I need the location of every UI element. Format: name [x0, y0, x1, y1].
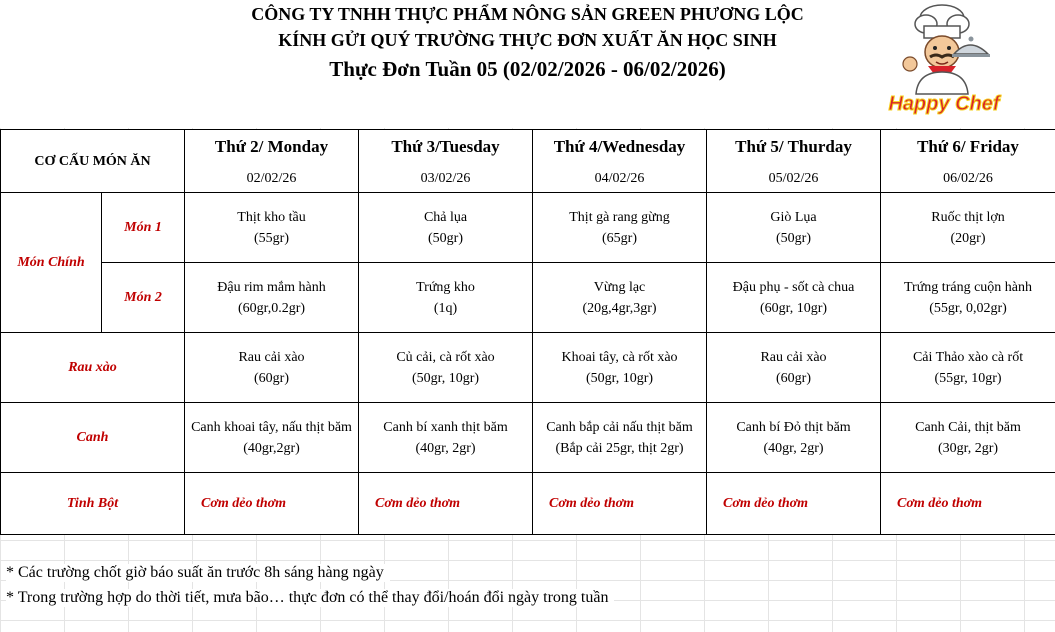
table-row [1, 263, 1055, 333]
dish-amount: (50gr) [428, 230, 464, 246]
dish-name: Khoai tây, cà rốt xào [561, 349, 678, 365]
dish-amount: (60gr) [254, 370, 290, 386]
day-name: Thứ 2/ Monday [214, 137, 329, 156]
table-row [1, 403, 1055, 473]
dish-name: Canh bắp cải nấu thịt băm [546, 419, 693, 435]
menu-cell [533, 263, 707, 333]
dish-name: Đậu rim mắm hành [217, 279, 326, 295]
day-date: 02/02/26 [246, 171, 297, 186]
dish-name: Vừng lạc [593, 279, 646, 295]
day-name: Thứ 4/Wednesday [553, 137, 686, 156]
day-date: 04/02/26 [594, 171, 645, 186]
table-row [1, 473, 1055, 535]
day-header-friday [881, 130, 1055, 193]
menu-cell [185, 333, 359, 403]
dish-amount: (40gr, 2gr) [415, 440, 476, 456]
day-header-thursday [707, 130, 881, 193]
week-title: Thực Đơn Tuần 05 (02/02/2026 - 06/02/2026) [329, 57, 726, 81]
menu-cell [707, 333, 881, 403]
dish-name: Giò Lụa [770, 209, 817, 225]
menu-cell [359, 263, 533, 333]
day-date: 03/02/26 [420, 171, 471, 186]
dish-amount: (20gr) [950, 230, 986, 246]
day-name: Thứ 3/Tuesday [391, 137, 500, 156]
day-header-monday [185, 130, 359, 193]
dish-name: Trứng kho [416, 279, 475, 295]
dish-amount: (40gr,2gr) [243, 440, 300, 456]
dish-name: Đậu phụ - sốt cà chua [732, 279, 855, 295]
row-label: Tinh Bột [1, 473, 185, 535]
dish-name: Rau cải xào [760, 349, 827, 365]
menu-cell [359, 403, 533, 473]
menu-cell [707, 193, 881, 263]
rice-cell: Cơm dẻo thơm [533, 473, 707, 535]
menu-cell [185, 193, 359, 263]
dish-amount: (65gr) [602, 230, 638, 246]
day-name: Thứ 6/ Friday [917, 137, 1019, 156]
dish-amount: (Bắp cải 25gr, thịt 2gr) [555, 440, 684, 456]
day-date: 05/02/26 [768, 171, 819, 186]
dish-name: Canh khoai tây, nấu thịt băm [191, 419, 352, 435]
menu-table [0, 129, 1055, 535]
dish-amount: (40gr, 2gr) [763, 440, 824, 456]
rice-cell: Cơm dẻo thơm [185, 473, 359, 535]
dish-amount: (20g,4gr,3gr) [582, 300, 657, 316]
dish-amount: (30gr, 2gr) [937, 440, 999, 456]
row-label: Rau xào [1, 333, 185, 403]
dish-amount: (50gr) [776, 230, 812, 246]
menu-cell [185, 403, 359, 473]
menu-cell [881, 333, 1055, 403]
rice-cell: Cơm dẻo thơm [881, 473, 1055, 535]
happy-chef-logo [884, 2, 1004, 120]
main-dish-label: Món Chính [1, 193, 102, 333]
dish-name: Thịt kho tầu [237, 209, 306, 225]
dish-name: Canh bí Đỏ thịt băm [736, 419, 851, 435]
structure-header: CƠ CẤU MÓN ĂN [1, 130, 185, 193]
day-header-row [1, 130, 1055, 193]
document-subtitle: KÍNH GỬI QUÝ TRƯỜNG THỰC ĐƠN XUẤT ĂN HỌC SINH [278, 30, 777, 50]
day-header-tuesday [359, 130, 533, 193]
dish-amount: (60gr, 10gr) [759, 300, 828, 316]
dish-name: Ruốc thịt lợn [931, 209, 1005, 225]
table-row [1, 333, 1055, 403]
rice-cell: Cơm dẻo thơm [359, 473, 533, 535]
dish-amount: (55gr, 0,02gr) [929, 300, 1007, 316]
note-cutoff-time: * Các trường chốt giờ báo suất ăn trước 8h sáng hàng ngày [6, 564, 390, 582]
logo-text: Happy Chef [888, 93, 1000, 115]
rice-cell: Cơm dẻo thơm [707, 473, 881, 535]
dish-name: Củ cải, cà rốt xào [396, 349, 495, 365]
menu-cell [881, 403, 1055, 473]
company-name: CÔNG TY TNHH THỰC PHẨM NÔNG SẢN GREEN PHƯƠNG LỘC [251, 4, 804, 24]
row-label: Món 1 [102, 193, 185, 263]
note-menu-change: * Trong trường hợp do thời tiết, mưa bão… thực đơn có thể thay đổi/hoán đổi ngày trong tuần [6, 589, 614, 607]
menu-cell [533, 403, 707, 473]
menu-cell [185, 263, 359, 333]
menu-cell [881, 263, 1055, 333]
day-date: 06/02/26 [943, 171, 993, 186]
menu-cell [533, 193, 707, 263]
dish-name: Rau cải xào [238, 349, 305, 365]
dish-amount: (1q) [433, 300, 458, 316]
menu-cell [533, 333, 707, 403]
menu-cell [707, 403, 881, 473]
row-label: Món 2 [102, 263, 185, 333]
menu-cell [359, 333, 533, 403]
dish-name: Canh bí xanh thịt băm [383, 419, 508, 435]
dish-name: Chả lụa [423, 209, 468, 225]
dish-amount: (60gr) [776, 370, 812, 386]
table-row [1, 193, 1055, 263]
menu-cell [881, 193, 1055, 263]
chef-icon [884, 2, 1004, 120]
dish-amount: (60gr,0.2gr) [237, 300, 306, 316]
dish-name: Trứng tráng cuộn hành [904, 279, 1033, 295]
day-header-wednesday [533, 130, 707, 193]
dish-amount: (55gr, 10gr) [934, 370, 1002, 386]
row-label: Canh [1, 403, 185, 473]
menu-cell [359, 193, 533, 263]
day-name: Thứ 5/ Thurday [735, 137, 852, 156]
dish-name: Cải Thảo xào cà rốt [912, 349, 1024, 365]
header [0, 0, 1055, 128]
dish-amount: (50gr, 10gr) [411, 370, 480, 386]
dish-name: Thịt gà rang gừng [569, 209, 670, 225]
dish-amount: (50gr, 10gr) [585, 370, 654, 386]
menu-cell [707, 263, 881, 333]
dish-amount: (55gr) [254, 230, 290, 246]
dish-name: Canh Cải, thịt băm [915, 419, 1021, 435]
